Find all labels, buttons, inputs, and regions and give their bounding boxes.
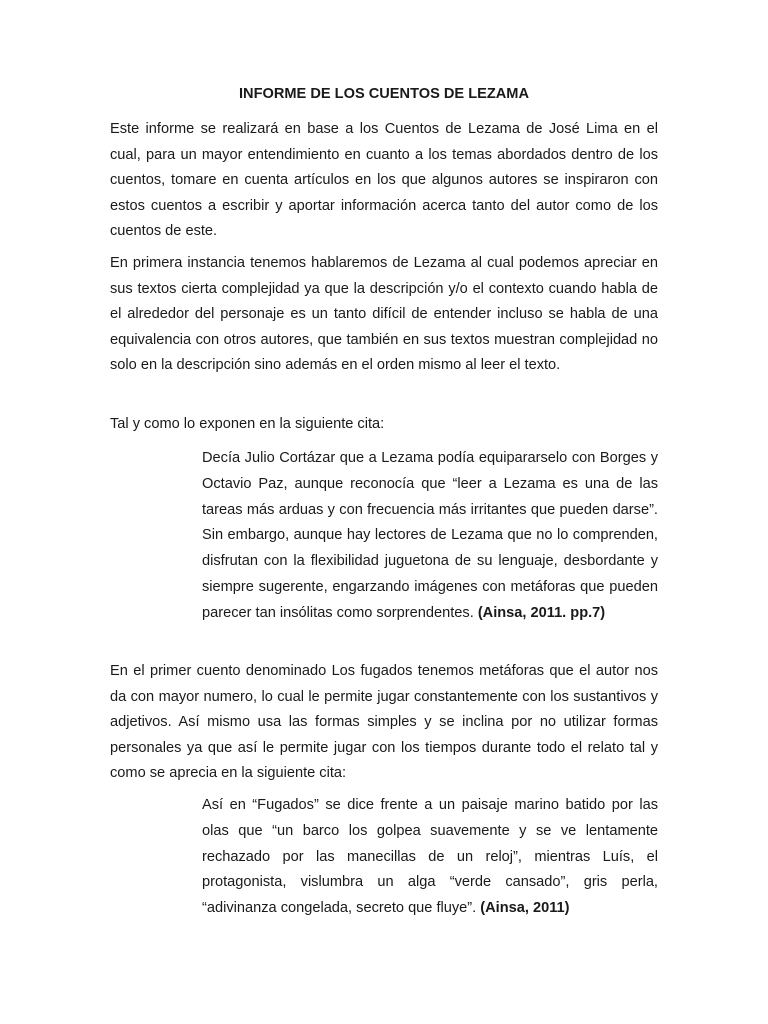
paragraph-lezama-complexity: En primera instancia tenemos hablaremos de Lezama al cual podemos apreciar en sus textos cierta complejidad ya que la descripción y/o el contexto cuando habla de el alrededor del personaje es un tanto difícil de entender incluso se habla de una equivalencia con otros autores, que también en sus textos muestran complejidad no solo en la descripción sino además en el orden mismo al leer el texto. [110,255,658,373]
paragraph-los-fugados: En el primer cuento denominado Los fugados tenemos metáforas que el autor nos da con mayor numero, lo cual le permite jugar constantemente con los sustantivos y adjetivos. Así mismo usa las formas simples y se inclina por no utilizar formas personales ya que así le permite jugar con los tiempos durante todo el relato tal y como se aprecia en la siguiente cita: [110,663,658,781]
document-title: INFORME DE LOS CUENTOS DE LEZAMA [239,86,529,102]
block-quote-fugados [202,793,658,922]
paragraph-cita-intro: Tal y como lo exponen en la siguiente cita: [110,416,385,432]
paragraph-intro: Este informe se realizará en base a los Cuentos de Lezama de José Lima en el cual, para un mayor entendimiento en cuanto a los temas abordados dentro de los cuentos, tomare en cuenta artículos en los que algunos autores se inspiraron con estos cuentos a escribir y aportar información acerca tanto del autor como de los cuentos de este. [110,121,658,239]
quote-citation: (Ainsa, 2011. pp.7) [477,604,606,621]
quote-text: Decía Julio Cortázar que a Lezama podía equipararselo con Borges y Octavio Paz, aunque reconocía que “leer a Lezama es una de las tareas más arduas y con frecuencia más irritantes que pueden darse”. Sin embargo, aunque hay lectores de Lezama que no lo comprenden, disfrutan con la flexibilidad juguetona de su lenguaje, desbordante y siempre sugerente, engarzando imágenes con metáforas que pueden parecer tan insólitas como sorprendentes. [202,450,658,621]
block-quote-cortazar [202,446,658,627]
quote-text: Así en “Fugados” se dice frente a un paisaje marino batido por las olas que “un barco los golpea suavemente y se ve lentamente rechazado por las manecillas de un reloj”, mientras Luís, el protagonista, vislumbra un alga “verde cansado”, gris perla, “adivinanza congelada, secreto que fluye”. [202,797,658,917]
quote-citation: (Ainsa, 2011) [480,900,570,917]
